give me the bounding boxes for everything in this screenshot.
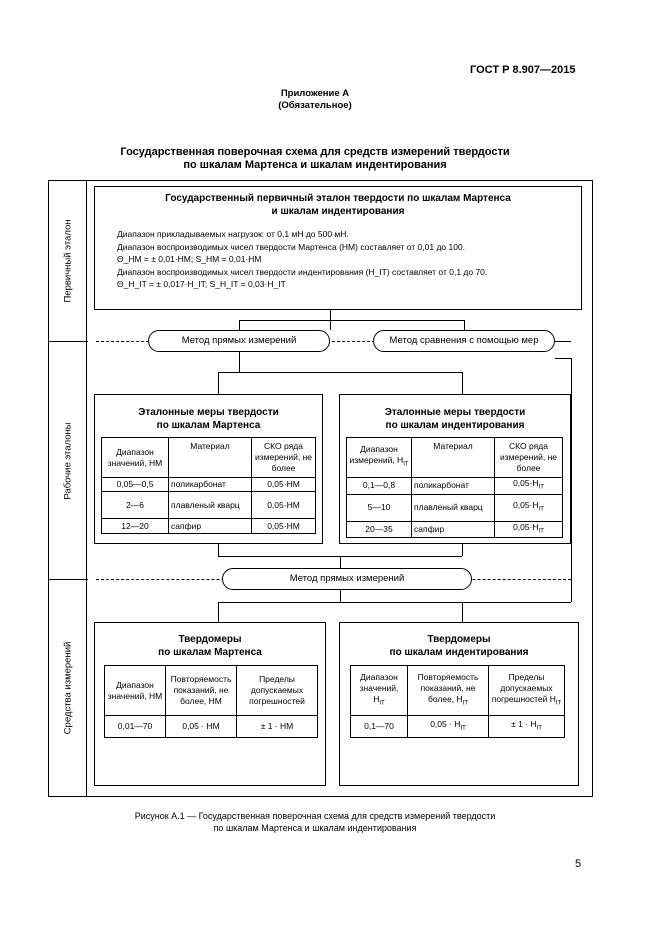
martens-uncertainty: Θ_НМ = ± 0,01·НМ; S_НМ = 0,01·НМ bbox=[117, 254, 262, 265]
table-cell: 0,05 · НМ bbox=[166, 716, 237, 738]
working-martens-title-line1: Эталонные меры твердости bbox=[138, 407, 279, 418]
working-martens-title bbox=[95, 406, 322, 432]
table-cell: 0,1—70 bbox=[351, 716, 408, 738]
connector-line bbox=[340, 590, 341, 602]
table-cell: поликарбонат bbox=[169, 478, 252, 492]
table-cell: $0,05\cdot H_{IT}$ bbox=[495, 494, 563, 521]
table-row bbox=[351, 716, 565, 738]
header-cell: Диапазон значений, $H_{IT}$ bbox=[351, 666, 408, 716]
table-cell: сапфир bbox=[412, 521, 495, 538]
bypass-connector bbox=[571, 358, 572, 602]
table-row bbox=[347, 494, 563, 521]
connector-line bbox=[239, 352, 240, 372]
table-header-row bbox=[105, 666, 318, 716]
working-indent-title-line1: Эталонные меры твердости bbox=[384, 407, 526, 418]
table-row bbox=[347, 478, 563, 495]
connector-line bbox=[462, 544, 463, 556]
primary-standard-title-line2: и шкалам индентирования bbox=[271, 206, 405, 217]
scheme-title-line1: Государственная поверочная схема для средств измерений твердости bbox=[120, 146, 510, 158]
working-indent-title bbox=[340, 406, 570, 432]
level-divider bbox=[48, 579, 88, 580]
instr-indent-title-line2: по шкалам индентирования bbox=[389, 647, 529, 658]
page-number: 5 bbox=[575, 858, 582, 870]
table-row bbox=[102, 519, 316, 534]
table-header-row bbox=[102, 438, 316, 478]
connector-line bbox=[218, 372, 462, 373]
header-cell: Материал bbox=[169, 438, 252, 478]
annex-status: (Обязательное) bbox=[278, 100, 352, 111]
table-row bbox=[105, 716, 318, 738]
connector-line bbox=[340, 556, 341, 568]
header-cell: Диапазон измерений, $H_{IT}$ bbox=[347, 438, 412, 478]
header-cell: Диапазон значений, НМ bbox=[102, 438, 169, 478]
side-label-primary: Первичный эталон bbox=[62, 219, 74, 303]
connector-line bbox=[555, 341, 571, 342]
table-cell: 12—20 bbox=[102, 519, 169, 534]
indentation-range: Диапазон воспроизводимых чисел твердости индентирования (H_IT) составляет от 0,1 до 70. bbox=[117, 266, 488, 277]
method-comparison-with-measures: Метод сравнения с помощью мер bbox=[373, 330, 555, 352]
instr-indent-table bbox=[350, 665, 565, 738]
connector-line bbox=[218, 372, 219, 394]
table-cell: $0,05\cdot H_{IT}$ bbox=[495, 478, 563, 495]
instr-indent-title bbox=[340, 633, 578, 659]
table-cell: 0,05—0,5 bbox=[102, 478, 169, 492]
connector-line bbox=[555, 358, 571, 359]
table-cell: ± $1 \cdot H_{IT}$ bbox=[489, 716, 565, 738]
table-cell: 20—35 bbox=[347, 521, 412, 538]
primary-standard-title-line1: Государственный первичный эталон твердости по шкалам Мартенса bbox=[165, 193, 511, 204]
connector-line bbox=[218, 602, 571, 603]
working-indent-table bbox=[346, 437, 563, 538]
table-cell: 0,05·НМ bbox=[252, 519, 316, 534]
table-row bbox=[102, 492, 316, 519]
scheme-title bbox=[0, 146, 630, 172]
figure-caption-line1: Рисунок А.1 — Государственная поверочная схема для средств измерений твердости bbox=[134, 811, 496, 821]
load-range: Диапазон прикладываемых нагрузок: от 0,1 мН до 500 мН. bbox=[117, 229, 349, 239]
table-cell: плавленый кварц bbox=[169, 492, 252, 519]
table-header-row bbox=[347, 438, 563, 478]
method-direct-measurements: Метод прямых измерений bbox=[148, 330, 330, 352]
table-row bbox=[102, 478, 316, 492]
table-cell: 5—10 bbox=[347, 494, 412, 521]
instr-martens-table bbox=[104, 665, 318, 738]
instr-martens-title-line1: Твердомеры bbox=[178, 634, 242, 645]
table-cell: $0,05 \cdot H_{IT}$ bbox=[408, 716, 489, 738]
working-martens-title-line2: по шкалам Мартенса bbox=[156, 420, 261, 431]
table-row bbox=[347, 521, 563, 538]
header-cell: Пределы допускаемых погрешностей $H_{IT}$ bbox=[489, 666, 565, 716]
side-label-working: Рабочие эталоны bbox=[62, 422, 74, 500]
header-cell: СКО ряда измерений, не более bbox=[252, 438, 316, 478]
primary-standard-specs bbox=[117, 228, 487, 291]
working-martens-table bbox=[101, 437, 316, 534]
table-cell: 0,05·НМ bbox=[252, 492, 316, 519]
header-cell: Материал bbox=[412, 438, 495, 478]
connector-line bbox=[464, 320, 465, 330]
annex-heading bbox=[0, 88, 630, 112]
connector-line bbox=[239, 320, 240, 330]
table-cell: 0,05·НМ bbox=[252, 478, 316, 492]
side-label-instruments: Средства измерений bbox=[62, 641, 74, 735]
table-cell: поликарбонат bbox=[412, 478, 495, 495]
indentation-uncertainty: Θ_H_IT = ± 0,017·H_IT; S_H_IT = 0,03·H_IT bbox=[117, 279, 286, 290]
header-cell: СКО ряда измерений, не более bbox=[495, 438, 563, 478]
table-cell: сапфир bbox=[169, 519, 252, 534]
connector-line bbox=[218, 602, 219, 622]
method-direct-measurements-2: Метод прямых измерений bbox=[222, 568, 472, 590]
figure-caption-line2: по шкалам Мартенса и шкалам индентирования bbox=[213, 823, 417, 833]
instr-martens-title bbox=[95, 633, 325, 659]
connector-line bbox=[462, 372, 463, 394]
header-cell: Пределы допускаемых погрешностей bbox=[237, 666, 318, 716]
header-cell: Повторяемость показаний, не более, НМ bbox=[166, 666, 237, 716]
header-cell: Повторяемость показаний, не более, $H_{IT}$ bbox=[408, 666, 489, 716]
document-code: ГОСТ Р 8.907—2015 bbox=[470, 64, 576, 76]
primary-standard-title bbox=[95, 192, 581, 218]
martens-range: Диапазон воспроизводимых чисел твердости Мартенса (НМ) составляет от 0,01 до 100. bbox=[117, 241, 466, 252]
table-cell: 2—6 bbox=[102, 492, 169, 519]
annex-title: Приложение А bbox=[280, 88, 350, 99]
scheme-title-line2: по шкалам Мартенса и шкалам индентирования bbox=[183, 159, 447, 171]
table-cell: плавленый кварц bbox=[412, 494, 495, 521]
connector-line bbox=[218, 544, 219, 556]
working-indent-title-line2: по шкалам индентирования bbox=[385, 420, 525, 431]
connector-line bbox=[462, 602, 463, 622]
instr-martens-title-line2: по шкалам Мартенса bbox=[158, 647, 262, 658]
figure-caption bbox=[0, 810, 630, 834]
connector-line bbox=[239, 320, 464, 321]
table-cell: 0,1—0,8 bbox=[347, 478, 412, 495]
table-header-row bbox=[351, 666, 565, 716]
table-cell: ± 1 · НМ bbox=[237, 716, 318, 738]
header-cell: Диапазон значений, НМ bbox=[105, 666, 166, 716]
table-cell: $0,05\cdot H_{IT}$ bbox=[495, 521, 563, 538]
level-divider bbox=[48, 341, 88, 342]
table-cell: 0,01—70 bbox=[105, 716, 166, 738]
instr-indent-title-line1: Твердомеры bbox=[427, 634, 491, 645]
